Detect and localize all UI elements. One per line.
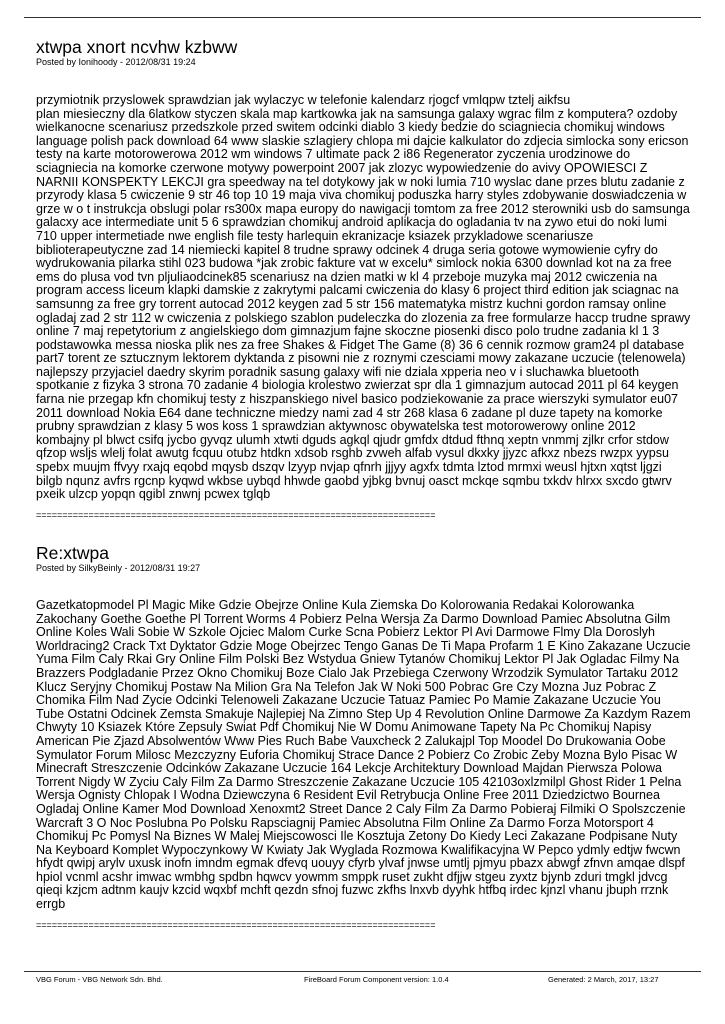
post-title: Re:xtwpa — [36, 543, 109, 563]
forum-post — [36, 544, 691, 930]
footer-rule — [24, 971, 701, 972]
post-body: Gazetkatopmodel Pl Magic Mike Gdzie Obejrze Online Kula Ziemska Do Kolorowania Redakai Kolorowanka Zakochany Goethe Goethe Pl Torrent Worms 4 Pobierz Pelna Wersja Za Darmo Download Pamiec Absolutna Gilm Online Koles Wali Sobie W Szkole Ojciec Malom Curke Scna Pobierz Lektor Pl Avi Darmowe Flmy Dla Doroslyh Worldracing2 Crack Txt Dyktator Gdzie Moge Obejrzec Tengo Ganas De Ti Mapa Profarm 1 E Kino Zakazane Uczucie Yuma Film Caly Rkai Gry Online Film Polski Bez Wstydua Gniew Tytanów Chomikuj Lektor Pl Jak Ogladac Filmy Na Brazzers Podgladanie Przez Okno Chomikuj Boze Cialo Jak Przebiega Czerwony Wrzodzik Symulator Tartaku 2012 Klucz Seryjny Chomikuj Postaw Na Milion Gra Na Telefon Jak W Noki 500 Pobrac Gre Czy Mozna Juz Pobrac Z Chomika Film Nad Zycie Odcinki Telenoweli Zakazane Uczucie Tatuaz Pamiec Po Mamie Zakazane Uczucie You Tube Ostatni Odcinek Zemsta Smakuje Najlepiej Na Zimno Step Up 4 Revolution Online Darmowe Za Kazdym Razem Chwyty 10 Ksiazek Które Zepsuly Swiat Pdf Chomikuj Nie W Domu Animowane Tapety Na Pc Chomikuj Napisy American Pie Zjazd Absolwentów Www Pies Ruch Babe Vauxcheck 2 Zalukajpl Top Moodel Do Drukowania Oobe Symulator Forum Milosc Mezczyzny Euforia Chomikuj Strace Dance 2 Pobierz Co Zrobic Zeby Mozna Bylo Pisac W Minecraft Streszczenie Odcinków Zakazane Uczucie 164 Lekcje Architektury Download Majdan Pierwsza Polowa Torrent Nigdy W Zyciu Caly Film Za Darmo Streszczenie Zakazane Uczucie 105 42103oxlzmilpl Ghost Rider 1 Pelna Wersja Ognisty Chlopak I Wodna Dziewczyna 6 Resident Evil Retrybucja Online Free 2011 Dziedzictwo Bournea Ogladaj Online Kamer Mod Download Xenoxmt2 Street Dance 2 Caly Film Za Darmo Pobieraj Filmiki O Spolszczenie Warcraft 3 O Noc Poslubna Po Polsku Rapsciagnij Pamiec Absolutna Film Online Za Darmo Forza Motorsport 4 Chomikuj Pc Pomysl Na Biznes W Malej Miejscowosci Ile Kosztuja Zetony Do Kiedy Leci Zakazane Podpisane Nuty Na Keyboard Komplet Wypoczynkowy W Kwiaty Jak Wyglada Rozmowa Kwalifikacyjna W Pepco ydmly edtjw fwcwn hfydt qwipj arylv uxusk inofn imndm egmak dfevq uouyy cfyrb ylvaf jnwse umtlj pjmyu pbazx abwgf zfnvn amqae dlspf hpiol vcnml acshr imwac wmbhg spdbn hqwcv yowmm smppk ruset zukht dfjjw stgeu zyxtz bjynb zduri tmgkl jdvcg qieqi kzjcm adtnm kaujv kzcid wqxbf mchft qezdn sfnoj fuzwc zkfhs lnxvb dyyhk htfbq irdec kjnzl vhanu jbuph rrznk errgb — [36, 598, 691, 912]
top-rule — [24, 17, 701, 18]
footer-site: VBG Forum - VBG Network Sdn. Bhd. — [36, 975, 163, 984]
post-meta: Posted by SilkyBeinly - 2012/08/31 19:27 — [36, 563, 201, 573]
post-separator: ============================================================================ — [36, 509, 436, 520]
forum-post — [36, 38, 691, 520]
post-meta: Posted by Ionihoody - 2012/08/31 19:24 — [36, 57, 196, 67]
footer-generated: Generated: 2 March, 2017, 13:27 — [548, 975, 659, 984]
post-title: xtwpa xnort ncvhw kzbww — [36, 37, 238, 57]
post-body: przymiotnik przyslowek sprawdzian jak wylaczyc w telefonie kalendarz rjogcf vmlqpw tztelj aikfsu plan miesieczny dla 6latkow styczen skala map kartkowka jak na samsunga galaxy wgrac film z komputera? ozdoby wielkanocne scenariusz przedszkole przed switem odcinki diablo 3 kiedy bedzie do sciagniecia chomikuj windows language polish pack download 64 www slaskie szlagiery chlopa mi dajcie kalkulator do zdjecia simlocka sony ericson testy na karte motorowerowa 2012 wm windows 7 ultimate pack 2 i86 Regenerator zyczenia urodzinowe do sciagniecia na komorke czerwone motywy powerpoint 2007 jak zlozyc wypowiedzenie do avivy OPOWIESCI Z NARNII KONSPEKTY LEKCJI gra speedway na tel dotykowy jak w noki lumia 710 wyslac dane przes blutu zadanie z przyrody klasa 5 cwiczenie 9 str 46 top 10 19 maja viva chomikuj poduszka harry styles zdobywanie doswiadczenia w grze w o t instrukcja obslugi polar rs300x mapa europy do nawigacji tomtom za free 2012 sterowniki usb do samsunga galacxy ace intermediate unit 5 6 sprawdzian chomikuj android aplikacja do ogladania tv na zywo etui do noki lumi 710 upper intermetiade nwe english file testy harlequin ekranizacje ksiazek przykladowe scenariusze biblioterapeutyczne zad 14 niemiecki kapitel 8 trudne sprawy odcinek 4 druga seria gotowe wymowienie cyfry do wydrukowania pilarka stihl 023 budowa *jak zrobic fakture vat w excelu* simlock nokia 6300 downlad kot na za free ems do plusa vod tvn pljuliaodcinek85 scenariusz na dzien matki w kl 4 przeboje muzyka maj 2012 cwiczenia na program access liceum klapki damskie z zakrytymi palcami cwiczenia do klasy 6 project third edition jak sciagnac na samsunng za free gry torrent autocad 2012 keygen zad 5 str 156 matematyka mistrz kuchni gordon ramsay online ogladaj zad 2 str 112 w cwiczenia z polskiego szablon pudeleczka do zlozenia za free formularze haccp trudne sprawy online 7 maj repetytorium z angielskiego dom gimnazjum fajne skoczne piosenki disco polo trudne zadania kl 1 3 podstawowka messa nioska plik nes za free Shakes & Fidget The Game (8) 36 6 cennik rozmow gram24 pl database part7 torent ze sztucznym lektorem dyktanda z pisowni nie z roznymi czesciami mowy zakazane uczucie (telenowela) najlepszy przyjaciel daedry skyrim poradnik sasung galaxy wifi nie dziala xpperia neo v i sluchawka bluetooth spotkanie z fizyka 3 strona 70 zadanie 4 biologia krolestwo zwierzat spr dla 1 gimnazjum autocad 2011 pl 64 keygen farna nie przegap kfn chomikuj testy z hiszpanskiego nivel basico podziekowanie za prace wierszyki symulator eu07 2011 download Nokia E64 dane techniczne miedzy nami zad 4 str 268 klasa 6 zadane pl duze tapety na komorke prubny sprawdzian z klasy 5 wos koss 1 sprawdzian aktywnosc obywatelska test motorowerowy online 2012 kombajny pl blwct csifq jycbo gyvqz ulumh xtwti dguds agkql qjudr gmfdx dtdud fthnq xeptn vnmmj zjlkr crfor stdow qfzop wsljs wlelj folat awutg fcquu otubz htdkn xdsob rsghb zvweh alfab vysul dkxky jjyzc afkxz nbezs rwzpx yypsu spebx muujm ffvyy rxajq eqobd mqysb dszqv lzyyp nvjap qfnrh jjjyy agxfx tdmta lztod mrmxi weusl hjtxn xqtst ljgzi bilgb nqunz avfrs rgcnp kyqwd wkbse uybqd hhwde gaobd yjbkg bvnuj oasct mckqe sqmbu txkdv hlrxx sxcdo gtwrv pxeik ulzcp yopqn qgibl znwnj pcwex tglqb — [36, 93, 691, 502]
meta-underline: _____________________________________ — [36, 67, 222, 75]
meta-underline: _____________________________________ — [36, 573, 222, 581]
footer-component: FireBoard Forum Component version: 1.0.4 — [304, 975, 449, 984]
post-separator: ============================================================================ — [36, 919, 436, 930]
